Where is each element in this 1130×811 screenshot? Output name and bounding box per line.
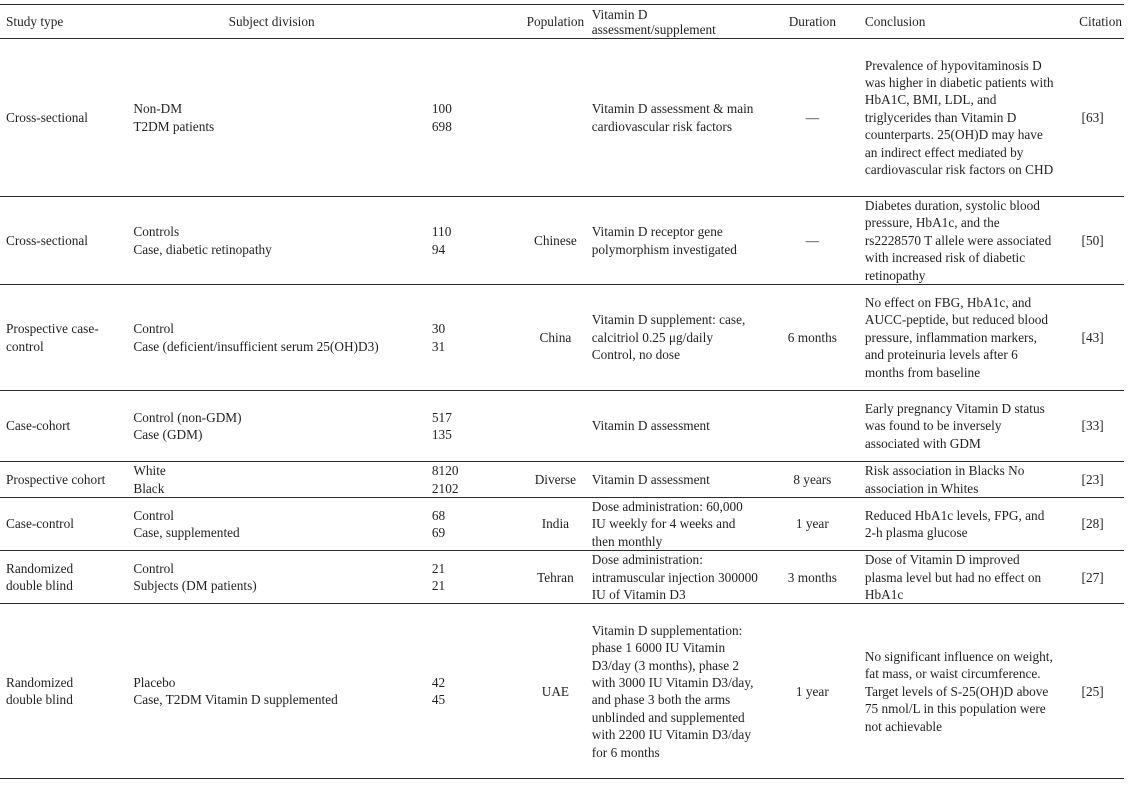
division-group-1: Control xyxy=(133,560,174,576)
cell-vitamin-d: Dose administration: intramuscular injection 300000 IU of Vitamin D3 xyxy=(591,552,758,603)
division-group-2: Case (GDM) xyxy=(133,427,203,443)
cell-citation: [28] xyxy=(1081,516,1104,532)
division-group-2: Subjects (DM patients) xyxy=(133,578,257,594)
cell-conclusion: Reduced HbA1c levels, FPG, and 2-h plasma glucose xyxy=(864,507,1045,541)
cell-conclusion: Diabetes duration, systolic blood pressure, HbA1c, and the rs2228570 T allele were associated with increased risk of diabetic retinopathy xyxy=(864,198,1052,283)
cell-vitamin-d: Vitamin D assessment & main cardiovascular risk factors xyxy=(591,101,754,134)
count-group-2: 135 xyxy=(431,427,452,443)
division-group-1: Control xyxy=(133,321,174,337)
cell-subject-division xyxy=(117,462,426,498)
header-population: Population xyxy=(526,13,585,29)
cell-citation: [25] xyxy=(1081,683,1104,699)
header-study-type: Study type xyxy=(6,13,64,29)
count-group-1: 110 xyxy=(431,224,452,240)
cell-population-counts xyxy=(426,197,525,285)
table-row xyxy=(0,604,1124,779)
cell-vitamin-d: Vitamin D assessment xyxy=(591,418,710,434)
header-duration: Duration xyxy=(788,13,836,29)
table-body xyxy=(0,39,1124,779)
division-group-2: Case, diabetic retinopathy xyxy=(133,241,272,257)
cell-population-counts xyxy=(426,498,525,551)
division-group-2: Case, T2DM Vitamin D supplemented xyxy=(133,692,338,708)
cell-population xyxy=(525,39,586,197)
count-group-2: 69 xyxy=(431,525,446,541)
cell-study-type: Randomized double blind xyxy=(6,560,74,594)
cell-population: UAE xyxy=(541,683,570,699)
count-group-2: 698 xyxy=(431,118,452,134)
cell-vitamin-d: Vitamin D receptor gene polymorphism investigated xyxy=(591,224,737,257)
cell-subject-division xyxy=(117,551,426,604)
cell-population-counts xyxy=(426,391,525,462)
cell-population-counts xyxy=(426,285,525,391)
table-row xyxy=(0,285,1124,391)
cell-study-type: Prospective cohort xyxy=(6,471,106,487)
cell-citation: [33] xyxy=(1081,418,1104,434)
vitamin-d-studies-table xyxy=(0,4,1124,779)
cell-duration: 6 months xyxy=(787,329,837,345)
table-row xyxy=(0,39,1124,197)
cell-conclusion: Risk association in Blacks No association in Whites xyxy=(864,463,1025,496)
header-row xyxy=(0,5,1124,39)
count-group-1: 68 xyxy=(431,507,446,523)
cell-citation: [27] xyxy=(1081,569,1104,585)
cell-conclusion: No significant influence on weight, fat mass, or waist circumference. Target levels of S-25(OH)D above 75 nmol/L in this population were not achievable xyxy=(864,648,1053,734)
cell-vitamin-d: Vitamin D supplement: case, calcitriol 0.25 μg/daily Control, no dose xyxy=(591,312,746,363)
cell-study-type: Case-control xyxy=(6,516,74,532)
count-group-2: 2102 xyxy=(431,480,459,496)
cell-study-type: Case-cohort xyxy=(6,418,71,434)
count-group-1: 42 xyxy=(431,675,446,691)
count-group-2: 31 xyxy=(431,338,446,354)
header-citation: Citation xyxy=(1079,13,1122,29)
cell-duration: — xyxy=(805,232,819,248)
cell-population: China xyxy=(539,329,572,345)
cell-study-type: Cross-sectional xyxy=(6,109,88,125)
division-group-1: Control (non-GDM) xyxy=(133,409,242,425)
count-group-2: 94 xyxy=(431,241,446,257)
header-subject-division: Subject division xyxy=(228,13,315,29)
cell-duration: 3 months xyxy=(787,569,837,585)
cell-citation: [23] xyxy=(1081,471,1104,487)
header-vitamin-d: Vitamin D assessment/supplement xyxy=(591,6,716,37)
cell-population: Diverse xyxy=(534,471,577,487)
division-group-1: White xyxy=(133,463,166,479)
division-group-2: Case (deficient/insufficient serum 25(OH)D3) xyxy=(133,338,379,354)
division-group-2: T2DM patients xyxy=(133,118,215,134)
count-group-2: 21 xyxy=(431,578,446,594)
cell-duration xyxy=(766,391,859,462)
cell-subject-division xyxy=(117,285,426,391)
table-row xyxy=(0,391,1124,462)
table-row xyxy=(0,498,1124,551)
cell-duration: 8 years xyxy=(793,471,832,487)
cell-subject-division xyxy=(117,604,426,779)
cell-subject-division xyxy=(117,197,426,285)
table-row xyxy=(0,462,1124,498)
cell-conclusion: Dose of Vitamin D improved plasma level but had no effect on HbA1c xyxy=(864,552,1042,603)
cell-vitamin-d: Vitamin D supplementation: phase 1 6000 IU Vitamin D3/day (3 months), phase 2 with 3000 IU Vitamin D3/day, and phase 3 both the arms unblinded and supplemented with 2200 IU Vitamin D3/day for 6 months xyxy=(591,622,754,760)
cell-conclusion: Early pregnancy Vitamin D status was found to be inversely associated with GDM xyxy=(864,400,1045,451)
cell-population-counts xyxy=(426,604,525,779)
cell-study-type: Cross-sectional xyxy=(6,232,88,248)
count-group-1: 100 xyxy=(431,101,452,117)
cell-duration: — xyxy=(805,109,819,125)
table-row xyxy=(0,551,1124,604)
division-group-1: Control xyxy=(133,507,174,523)
count-group-1: 30 xyxy=(431,321,446,337)
count-group-1: 517 xyxy=(431,409,452,425)
count-group-2: 45 xyxy=(431,692,446,708)
cell-study-type: Prospective case-control xyxy=(6,321,99,354)
cell-population: Chinese xyxy=(533,232,577,248)
cell-conclusion: No effect on FBG, HbA1c, and AUCC-peptide, but reduced blood pressure, inflammation markers, and proteinuria levels after 6 months from baseline xyxy=(864,295,1049,380)
cell-population-counts xyxy=(426,462,525,498)
cell-population xyxy=(525,391,586,462)
cell-population-counts xyxy=(426,551,525,604)
cell-citation: [43] xyxy=(1081,329,1104,345)
cell-vitamin-d: Vitamin D assessment xyxy=(591,471,710,487)
cell-vitamin-d: Dose administration: 60,000 IU weekly for 4 weeks and then monthly xyxy=(591,499,743,549)
cell-duration: 1 year xyxy=(795,683,829,699)
cell-subject-division xyxy=(117,391,426,462)
cell-citation: [50] xyxy=(1081,232,1104,248)
table-row xyxy=(0,197,1124,285)
cell-citation: [63] xyxy=(1081,109,1104,125)
count-group-1: 21 xyxy=(431,560,446,576)
cell-study-type: Randomized double blind xyxy=(6,675,74,708)
cell-population-counts xyxy=(426,39,525,197)
header-conclusion: Conclusion xyxy=(864,13,926,29)
division-group-1: Controls xyxy=(133,224,180,240)
cell-duration: 1 year xyxy=(795,516,829,532)
table-header xyxy=(0,5,1124,39)
division-group-1: Placebo xyxy=(133,675,176,691)
cell-subject-division xyxy=(117,39,426,197)
division-group-2: Case, supplemented xyxy=(133,525,240,541)
division-group-2: Black xyxy=(133,480,165,496)
count-group-1: 8120 xyxy=(431,463,459,479)
cell-population: Tehran xyxy=(537,569,574,585)
division-group-1: Non-DM xyxy=(133,101,183,117)
cell-population: India xyxy=(541,516,570,532)
cell-conclusion: Prevalence of hypovitaminosis D was higher in diabetic patients with HbA1C, BMI, LDL, and triglycerides than Vitamin D counterparts. 25(OH)D may have an indirect effect mediated by cardiovascular risk factors on CHD xyxy=(864,57,1054,178)
cell-subject-division xyxy=(117,498,426,551)
